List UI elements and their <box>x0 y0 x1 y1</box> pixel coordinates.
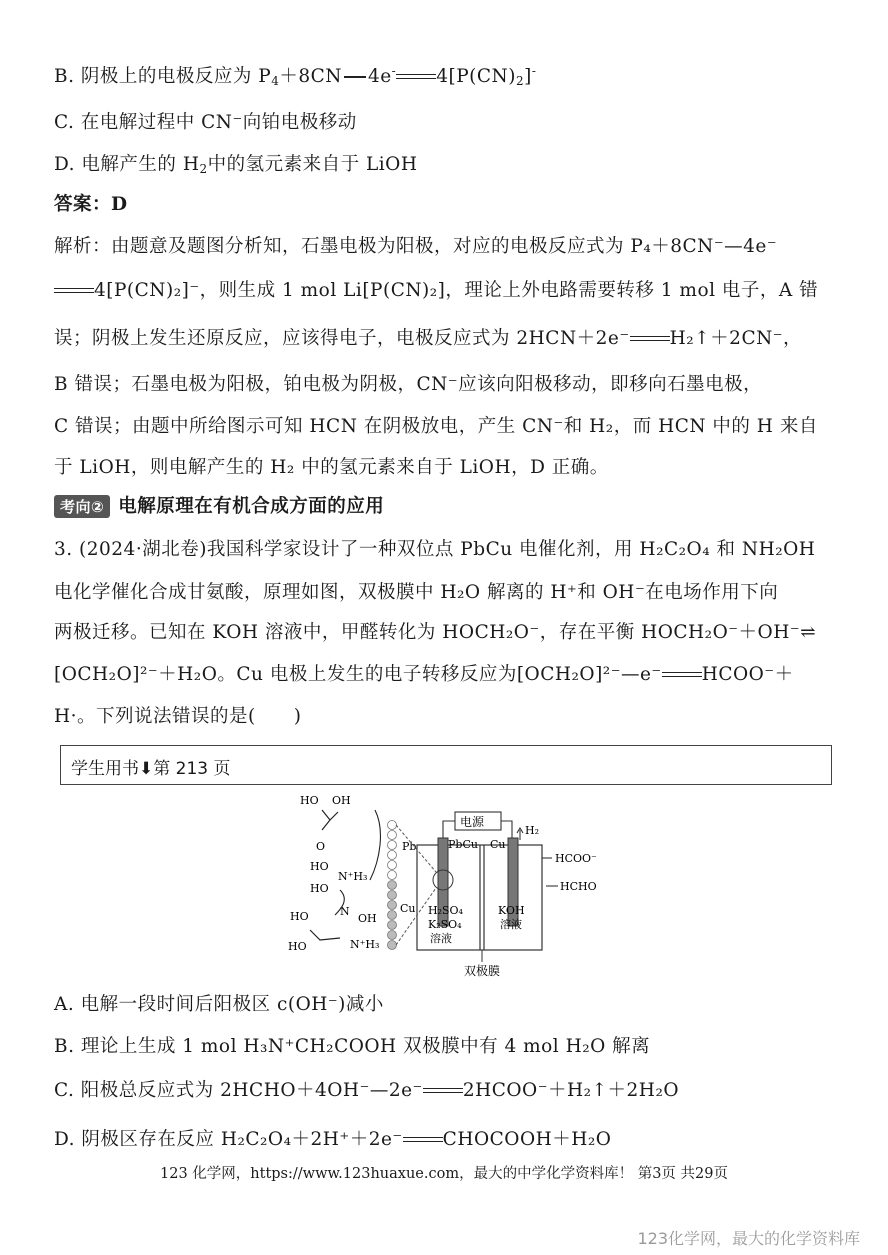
mol-text: HO <box>288 940 307 953</box>
pb-label: Pb <box>402 840 417 853</box>
electrolysis-diagram <box>280 790 610 980</box>
option-a: A. 电解一段时间后阳极区 c(OH⁻)减小 <box>54 994 384 1015</box>
analysis-line-6: 于 LiOH，则电解产生的 H₂ 中的氢元素来自于 LiOH，D 正确。 <box>54 457 609 478</box>
power-label: 电源 <box>460 815 485 829</box>
mol-text: HO <box>310 860 329 873</box>
h2-label: H₂ <box>525 824 540 837</box>
membrane-label: 双极膜 <box>464 964 501 978</box>
mol-text: N⁺H₃ <box>350 938 380 951</box>
option-c-prev: C. 在电解过程中 CN⁻向铂电极移动 <box>54 112 357 133</box>
left-sol-2: K₂SO₄ <box>428 918 462 931</box>
question-line-5: H·。下列说法错误的是( ) <box>54 706 302 727</box>
option-d-prev: D. 电解产生的 $H_2$中的氢元素来自于 LiOH <box>54 154 418 176</box>
left-sol-3: 溶液 <box>430 932 452 945</box>
hcho-label: HCHO <box>560 880 597 893</box>
right-sol-2: 溶液 <box>500 918 522 931</box>
option-b-prev: B. 阴极上的电极反应为 $P_4+8CN$ 4e- $4[P(CN)_2]^-$ <box>54 64 537 88</box>
hcoo-label: HCOO⁻ <box>555 852 597 865</box>
option-d: D. 阴极区存在反应 H₂C₂O₄＋2H⁺＋2e⁻ CHOCOOH＋H₂O <box>54 1129 612 1150</box>
section-badge: 考向② <box>54 495 110 518</box>
book-reference-box: 学生用书⬇第 213 页 <box>60 745 832 785</box>
question-line-2: 电化学催化合成甘氨酸，原理如图，双极膜中 H₂O 解离的 H⁺和 OH⁻在电场作用下向 <box>54 582 779 603</box>
mol-text: OH <box>332 794 351 807</box>
mol-text: HO <box>290 910 309 923</box>
mol-text: HO <box>300 794 319 807</box>
right-sol-1: KOH <box>498 904 525 917</box>
question-line-4: [OCH₂O]²⁻＋H₂O。Cu 电极上发生的电子转移反应为[OCH₂O]²⁻—e⁻ HCOO⁻＋ <box>54 664 794 685</box>
mol-text: N <box>340 905 350 918</box>
cu-side-label: Cu <box>400 902 416 915</box>
mol-text: O <box>316 840 326 853</box>
mol-text: HO <box>310 882 329 895</box>
option-c: C. 阳极总反应式为 2HCHO＋4OH⁻—2e⁻ 2HCOO⁻＋H₂↑＋2H₂O <box>54 1080 680 1101</box>
analysis-line-5: C 错误；由题中所给图示可知 HCN 在阴极放电，产生 CN⁻和 H₂，而 HCN 中的 H 来自 <box>54 416 818 437</box>
analysis-line-4: B 错误；石墨电极为阳极，铂电极为阴极，CN⁻应该向阳极移动，即移向石墨电极， <box>54 374 763 395</box>
catalyst-beads <box>388 821 397 950</box>
question-line-3: 两极迁移。已知在 KOH 溶液中，甲醛转化为 HOCH₂O⁻，存在平衡 HOCH₂O⁻＋OH⁻⇌ <box>54 622 817 643</box>
mol-text: OH <box>358 912 377 925</box>
question-line-1: 3. (2024·湖北卷)我国科学家设计了一种双位点 PbCu 电催化剂，用 H₂C₂O₄ 和 NH₂OH <box>54 539 816 560</box>
analysis-line-2: 4[P(CN)₂]⁻，则生成 1 mol Li[P(CN)₂]，理论上外电路需要转移 1 mol 电子，A 错 <box>54 276 818 302</box>
pbcu-label: PbCu <box>448 838 478 851</box>
cu-top-label: Cu <box>490 838 506 851</box>
analysis-line-3: 误；阴极上发生还原反应，应该得电子，电极反应式为 2HCN＋2e⁻ H₂↑＋2CN⁻， <box>54 328 803 349</box>
analysis-line-1: 解析：由题意及题图分析知，石墨电极为阳极，对应的电极反应式为 P₄＋8CN⁻—4e⁻ <box>54 236 778 257</box>
option-b: B. 理论上生成 1 mol H₃N⁺CH₂COOH 双极膜中有 4 mol H₂O 解离 <box>54 1036 651 1057</box>
mol-text: N⁺H₃ <box>338 870 368 883</box>
watermark: 123化学网，最大的化学资料库 <box>637 1229 860 1248</box>
section-heading: 考向② 电解原理在有机合成方面的应用 <box>54 492 384 518</box>
left-sol-1: H₂SO₄ <box>428 904 463 917</box>
page-footer: 123 化学网，https://www.123huaxue.com，最大的中学化学资料库！ 第3页 共29页 <box>160 1166 728 1182</box>
answer: 答案：D <box>54 194 128 215</box>
